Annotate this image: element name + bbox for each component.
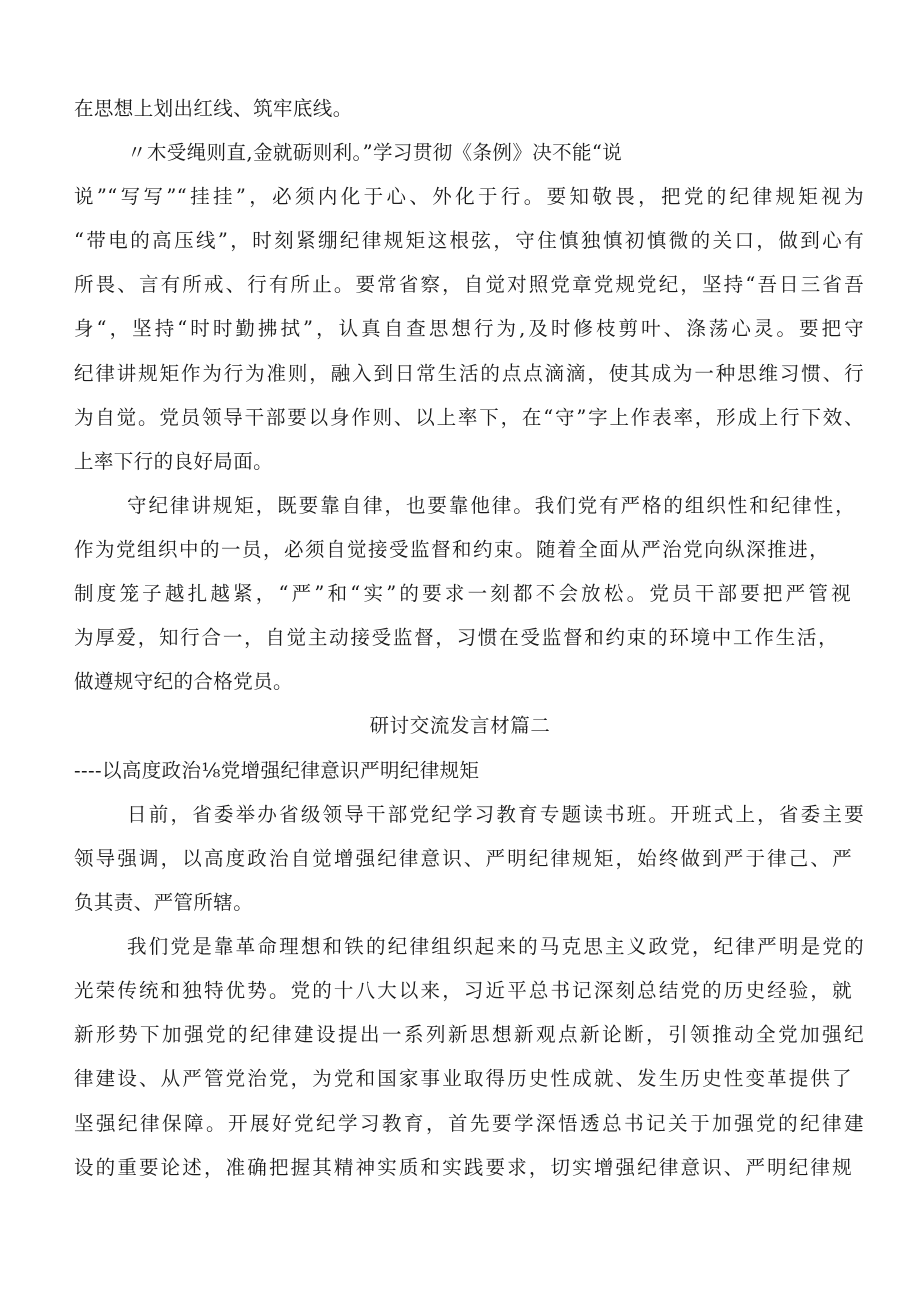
paragraph-line: 纪律讲规矩作为行为准则，融入到日常生活的点点滴滴，使其成为一种思维习惯、行	[74, 362, 864, 385]
paragraph-line: 上率下行的良好局面。	[74, 450, 274, 473]
paragraph-line: 身“，坚持“时时勤拂拭”，认真自查思想行为,及时修枝剪叶、涤荡心灵。要把守	[74, 317, 864, 340]
paragraph-line: 为厚爱，知行合一，自觉主动接受监督，习惯在受监督和约束的环境中工作生活，	[74, 626, 838, 649]
section-title: 研讨交流发言材篇二	[369, 714, 551, 737]
paragraph-line: 律建设、从严管党治党，为党和国家事业取得历史性成就、发生历史性变革提供了	[74, 1067, 852, 1090]
section-subtitle: ----以高度政治⅛党增强纪律意识严明纪律规矩	[74, 759, 480, 782]
paragraph-line: 作为党组织中的一员，必须自觉接受监督和约束。随着全面从严治党向纵深推进，	[74, 538, 829, 561]
paragraph-line: 日前，省委举办省级领导干部党纪学习教育专题读书班。开班式上，省委主要	[127, 803, 864, 826]
paragraph-line: 负其责、严管所辖。	[74, 891, 254, 914]
paragraph-line: 我们党是靠革命理想和铁的纪律组织起来的马克思主义政党，纪律严明是党的	[127, 935, 864, 958]
paragraph-line: 说”“写写”“挂挂”，必须内化于心、外化于行。要知敬畏，把党的纪律规矩视为	[74, 185, 864, 208]
paragraph-line: 守纪律讲规矩，既要靠自律，也要靠他律。我们党有严格的组织性和纪律性，	[127, 494, 855, 517]
paragraph-line: 新形势下加强党的纪律建设提出一系列新思想新观点新论断，引领推动全党加强纪	[74, 1023, 864, 1046]
paragraph-line: 坚强纪律保障。开展好党纪学习教育，首先要学深悟透总书记关于加强党的纪律建	[74, 1112, 864, 1135]
paragraph-line: 设的重要论述，准确把握其精神实质和实践要求，切实增强纪律意识、严明纪律规	[74, 1156, 852, 1179]
paragraph-line: 领导强调，以高度政治自觉增强纪律意识、严明纪律规矩，始终做到严于律己、严	[74, 847, 852, 870]
paragraph-line: 〃木受绳则直,金就砺则利。”学习贯彻《条例》决不能“说	[127, 141, 623, 164]
paragraph-line: 做遵规守纪的合格党员。	[74, 670, 293, 693]
paragraph-line: 光荣传统和独特优势。党的十八大以来，习近平总书记深刻总结党的历史经验，就	[74, 979, 852, 1002]
paragraph-line: 在思想上划出红线、筑牢底线。	[74, 97, 353, 120]
paragraph-line: “带电的高压线”，时刻紧绷纪律规矩这根弦，守住慎独慎初慎微的关口，做到心有	[74, 229, 864, 252]
paragraph-line: 为自觉。党员领导干部要以身作则、以上率下，在“守”字上作表率，形成上行下效、	[74, 406, 864, 429]
paragraph-line: 制度笼子越扎越紧，“严”和“实”的要求一刻都不会放松。党员干部要把严管视	[74, 582, 851, 605]
paragraph-line: 所畏、言有所戒、行有所止。要常省察，自觉对照党章党规党纪，坚持“吾日三省吾	[74, 273, 864, 296]
